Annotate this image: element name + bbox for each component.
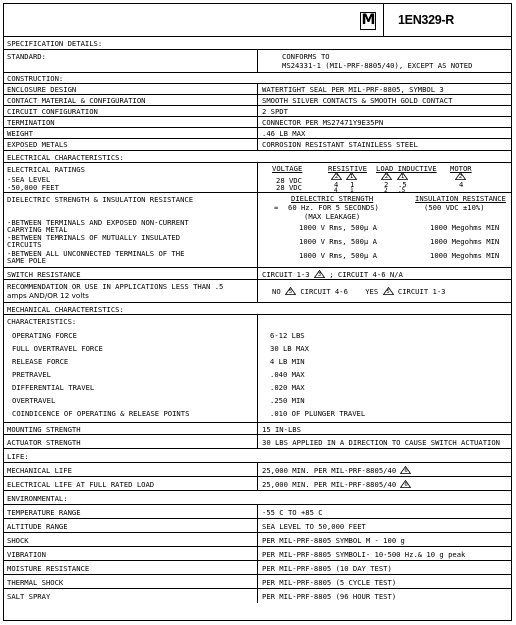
insulation-value: 1000 Megohms MIN — [430, 223, 500, 232]
section-heading: ENVIRONMENTAL: — [7, 494, 68, 503]
column-header: RESISTIVE — [328, 164, 367, 173]
spec-row — [4, 37, 511, 50]
spec-label: EXPOSED METALS — [7, 140, 68, 149]
column-header: LOAD INDUCTIVE — [376, 164, 437, 173]
mech-label: PRETRAVEL — [12, 370, 51, 379]
spec-value: 15 IN-LBS — [262, 425, 301, 434]
mech-value: 30 LB MAX — [270, 344, 309, 353]
spec-value: CONNECTOR PER MS27471Y9E35PN — [262, 118, 384, 127]
mech-label: OPERATING FORCE — [12, 331, 77, 340]
dielectric-value: 1000 V Rms, 500µ A — [299, 223, 377, 232]
mech-label: RELEASE FORCE — [12, 357, 69, 366]
spec-row — [4, 73, 511, 84]
dielectric-condition: SAME POLE — [7, 256, 46, 265]
spec-value: PER MIL-PRF-8805 (96 HOUR TEST) — [262, 592, 397, 601]
note-triangle-icon: 2 — [331, 172, 342, 180]
note-triangle-icon: 2 — [381, 172, 392, 180]
header-divider — [383, 4, 384, 37]
column-divider — [257, 463, 258, 491]
mech-label: OVERTRAVEL — [12, 396, 56, 405]
column-divider — [257, 50, 258, 73]
mech-value: .250 MIN — [270, 396, 305, 405]
rating-value: 4 — [334, 180, 339, 189]
spec-row — [4, 303, 511, 315]
spec-label: TERMINATION — [7, 118, 55, 127]
spec-label: ELECTRICAL RATINGS — [7, 165, 85, 174]
spec-label: CHARACTERISTICS: — [7, 317, 77, 326]
mech-value: .020 MAX — [270, 383, 305, 392]
spec-value: WATERTIGHT SEAL PER MIL-PRF-8805, SYMBOL 3 — [262, 85, 444, 94]
mech-value: 4 LB MIN — [270, 357, 305, 366]
spec-label: SHOCK — [7, 536, 29, 545]
note-triangle-icon: 5 — [383, 287, 394, 295]
dielectric-condition: -BETWEEN ALL UNCONNECTED TERMINALS OF THE — [7, 249, 185, 258]
rating-value: 1 — [350, 187, 354, 194]
section-heading: LIFE: — [7, 452, 29, 461]
dielectric-condition: CIRCUITS — [7, 240, 42, 249]
column-header: MOTOR — [450, 164, 472, 173]
spec-value: 30 LBS APPLIED IN A DIRECTION TO CAUSE SWITCH ACTUATION — [262, 438, 500, 447]
section-heading: SPECIFICATION DETAILS: — [7, 39, 103, 48]
spec-row — [4, 151, 511, 163]
column-subheader: (MAX LEAKAGE) — [304, 212, 361, 221]
ac-symbol-icon: ≂ — [274, 203, 279, 212]
spec-value: PER MIL-PRF-8805 (10 DAY TEST) — [262, 564, 392, 573]
rating-value: 4 — [459, 180, 464, 189]
spec-label: CONTACT MATERIAL & CONFIGURATION — [7, 96, 146, 105]
spec-value: 25,000 MIN. PER MIL-PRF-8805/40 6 — [262, 466, 411, 475]
mech-label: COINDICENCE OF OPERATING & RELEASE POINTS — [12, 409, 190, 418]
spec-row — [4, 449, 511, 463]
note-triangle-icon: 3 — [314, 270, 325, 278]
column-header: INSULATION RESISTANCE — [415, 194, 506, 203]
rating-value: 4 — [334, 187, 338, 194]
spec-label: DIELECTRIC STRENGTH & INSULATION RESISTANCE — [7, 195, 194, 204]
column-subheader: 60 Hz. FOR 5 SECONDS) — [288, 203, 379, 212]
spec-label: RECOMMENDATION OR USE IN APPLICATIONS LESS THAN .5 — [7, 282, 224, 291]
note-triangle-icon: 2 — [455, 172, 466, 180]
mech-label: FULL OVERTRAVEL FORCE — [12, 344, 103, 353]
spec-label: ELECTRICAL LIFE AT FULL RATED LOAD — [7, 480, 155, 489]
column-header: DIELECTRIC STRENGTH — [291, 194, 374, 203]
note-triangle-icon: 1 — [397, 172, 408, 180]
rating-value: .5 — [398, 187, 406, 194]
spec-value: CORROSION RESISTANT STAINILESS STEEL — [262, 140, 418, 149]
section-heading: ELECTRICAL CHARACTERISTICS: — [7, 153, 124, 162]
spec-row — [4, 491, 511, 505]
mech-value: .040 MAX — [270, 370, 305, 379]
note-triangle-icon: 5 — [285, 287, 296, 295]
spec-label: CIRCUIT CONFIGURATION — [7, 107, 98, 116]
rating-condition: -50,000 FEET — [7, 183, 59, 192]
spec-value: .46 LB MAX — [262, 129, 306, 138]
rating-voltage: 28 VDC — [276, 176, 302, 185]
standard-line-2: MS24331-1 (MIL-PRF-8805/40), EXCEPT AS NOTED — [282, 61, 473, 70]
dielectric-value: 1000 V Rms, 500µ A — [299, 237, 377, 246]
column-divider — [257, 84, 258, 151]
rating-value: 2 — [384, 180, 389, 189]
section-heading: CONSTRUCTION: — [7, 74, 64, 83]
manufacturer-logo-icon: M — [361, 12, 375, 28]
column-header: VOLTAGE — [272, 164, 303, 173]
spec-value: PER MIL-PRF-8805 SYMBOLI- 10-500 Hz.& 10 g peak — [262, 550, 466, 559]
spec-label: MECHANICAL LIFE — [7, 466, 72, 475]
spec-value: 2 SPDT — [262, 107, 288, 116]
spec-label: ENCLOSURE DESIGN — [7, 85, 77, 94]
spec-label: THERMAL SHOCK — [7, 578, 64, 587]
mech-value: 6-12 LBS — [270, 331, 305, 340]
spec-label: SALT SPRAY — [7, 592, 51, 601]
spec-label: STANDARD: — [7, 52, 46, 61]
spec-value: PER MIL-PRF-8805 SYMBOL M - 100 g — [262, 536, 405, 545]
column-divider — [257, 315, 258, 449]
spec-value: SMOOTH SILVER CONTACTS & SMOOTH GOLD CONTACT — [262, 96, 453, 105]
spec-label: SWITCH RESISTANCE — [7, 270, 81, 279]
dielectric-condition: CARRYING METAL — [7, 225, 68, 234]
insulation-value: 1000 Megohms MIN — [430, 237, 500, 246]
note-triangle-icon: 6 — [400, 466, 411, 474]
dielectric-condition: -BETWEEN TEMRINALS OF MUTUALLY INSULATED — [7, 233, 181, 242]
rating-value: .5 — [398, 180, 407, 189]
spec-value: 25,000 MIN. PER MIL-PRF-8805/40 6 — [262, 480, 411, 489]
column-divider — [257, 505, 258, 603]
column-subheader: (500 VDC ±10%) — [424, 203, 485, 212]
dielectric-condition: -BETWEEN TERMINALS AND EXPOSED NON-CURRENT — [7, 218, 189, 227]
mech-value: .010 OF PLUNGER TRAVEL — [270, 409, 366, 418]
spec-label: ACTUATOR STRENGTH — [7, 438, 81, 447]
mech-label: DIFFERENTIAL TRAVEL — [12, 383, 95, 392]
dielectric-value: 1000 V Rms, 500µ A — [299, 251, 377, 260]
part-number: 1EN329-R — [398, 13, 454, 27]
note-triangle-icon: 1 — [346, 172, 357, 180]
spec-label: amps AND/OR 12 volts — [7, 291, 89, 300]
spec-label: ALTITUDE RANGE — [7, 522, 68, 531]
spec-label: VIBRATION — [7, 550, 46, 559]
spec-value: NO 5 CIRCUIT 4-6 YES 5 CIRCUIT 1-3 — [272, 287, 446, 296]
note-triangle-icon: 6 — [400, 480, 411, 488]
spec-label: TEMPERATURE RANGE — [7, 508, 81, 517]
section-heading: MECHANICAL CHARACTERISTICS: — [7, 305, 124, 314]
rating-value: 1 — [350, 180, 355, 189]
standard-line-1: CONFORMS TO — [282, 52, 330, 61]
spec-label: MOISTURE RESISTANCE — [7, 564, 90, 573]
insulation-value: 1000 Megohms MIN — [430, 251, 500, 260]
rating-condition: -SEA LEVEL — [7, 175, 51, 184]
spec-value: -55 C TO +85 C — [262, 508, 323, 517]
spec-sheet — [3, 3, 512, 621]
title-block — [4, 4, 511, 37]
spec-label: MOUNTING STRENGTH — [7, 425, 81, 434]
spec-value: SEA LEVEL TO 50,000 FEET — [262, 522, 366, 531]
spec-value: PER MIL-PRF-8805 (5 CYCLE TEST) — [262, 578, 397, 587]
rating-value: 2 — [384, 187, 388, 194]
spec-label: WEIGHT — [7, 129, 33, 138]
rating-voltage: 28 VDC — [276, 183, 302, 192]
spec-value: CIRCUIT 1-3 3 ; CIRCUIT 4-6 N/A — [262, 270, 403, 279]
column-divider — [257, 163, 258, 303]
